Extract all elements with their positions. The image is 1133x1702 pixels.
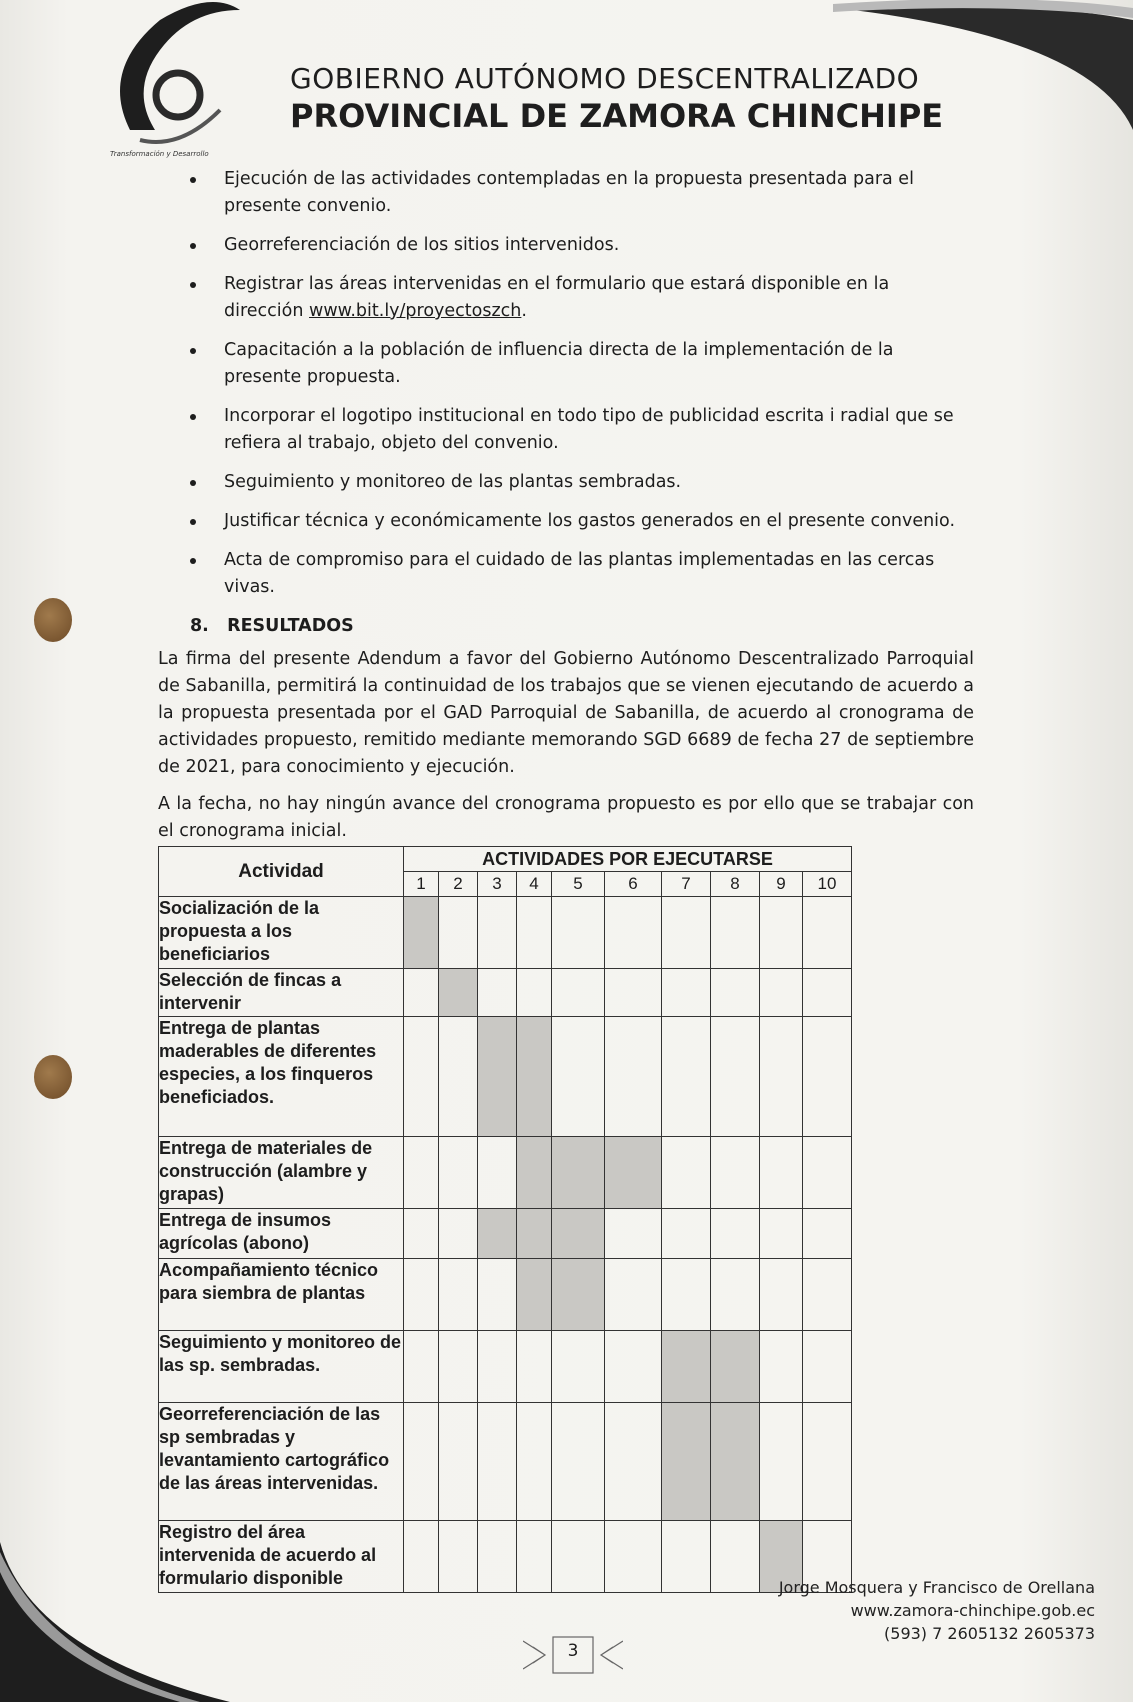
empty-period-cell: [605, 1259, 662, 1331]
table-row: [159, 1331, 852, 1403]
period-header: 10: [803, 872, 852, 897]
empty-period-cell: [404, 1259, 439, 1331]
bullet-icon: [190, 243, 196, 249]
list-item: Georreferenciación de los sitios intervenidos.: [158, 232, 974, 259]
scheduled-period-cell: [439, 969, 478, 1017]
binder-hole-icon: [34, 1055, 72, 1099]
obligations-list: [158, 166, 974, 601]
scheduled-period-cell: [517, 1017, 552, 1137]
empty-period-cell: [711, 1521, 760, 1593]
scheduled-period-cell: [552, 1209, 605, 1259]
bullet-icon: [190, 177, 196, 183]
footer-phone: (593) 7 2605132 2605373: [884, 1624, 1095, 1643]
empty-period-cell: [404, 1209, 439, 1259]
period-header: 7: [662, 872, 711, 897]
empty-period-cell: [404, 1017, 439, 1137]
empty-period-cell: [760, 1137, 803, 1209]
empty-period-cell: [803, 1331, 852, 1403]
table-row: [159, 1521, 852, 1593]
form-link[interactable]: www.bit.ly/proyectoszch: [309, 301, 522, 321]
period-header: 5: [552, 872, 605, 897]
empty-period-cell: [552, 1403, 605, 1521]
bullet-icon: [190, 282, 196, 288]
scheduled-period-cell: [552, 1259, 605, 1331]
empty-period-cell: [478, 1137, 517, 1209]
empty-period-cell: [552, 1521, 605, 1593]
page-number-frame: [523, 1633, 623, 1677]
empty-period-cell: [760, 1259, 803, 1331]
scheduled-period-cell: [711, 1331, 760, 1403]
empty-period-cell: [517, 1331, 552, 1403]
table-row: [159, 969, 852, 1017]
page-header: [290, 62, 943, 135]
empty-period-cell: [517, 1521, 552, 1593]
activity-cell: Registro del área intervenida de acuerdo al formulario disponible: [159, 1521, 404, 1593]
empty-period-cell: [760, 1017, 803, 1137]
empty-period-cell: [605, 1403, 662, 1521]
empty-period-cell: [439, 1017, 478, 1137]
scheduled-period-cell: [552, 1137, 605, 1209]
table-row: [159, 897, 852, 969]
header-line-2: PROVINCIAL DE ZAMORA CHINCHIPE: [290, 97, 944, 135]
empty-period-cell: [662, 969, 711, 1017]
empty-period-cell: [803, 1137, 852, 1209]
empty-period-cell: [439, 1331, 478, 1403]
list-item: Ejecución de las actividades contempladas en la propuesta presentada para el presente convenio.: [158, 166, 974, 220]
empty-period-cell: [478, 1331, 517, 1403]
section-title: 8. RESULTADOS: [190, 616, 354, 636]
bullet-icon: [190, 519, 196, 525]
activity-cell: Georreferenciación de las sp sembradas y levantamiento cartográfico de las áreas intervenidas.: [159, 1403, 404, 1521]
empty-period-cell: [662, 897, 711, 969]
empty-period-cell: [711, 969, 760, 1017]
activity-cell: Socialización de la propuesta a los beneficiarios: [159, 897, 404, 969]
table-row: [159, 1403, 852, 1521]
empty-period-cell: [605, 1331, 662, 1403]
page-number: 3: [567, 1641, 579, 1661]
scheduled-period-cell: [517, 1209, 552, 1259]
empty-period-cell: [605, 897, 662, 969]
empty-period-cell: [711, 897, 760, 969]
bullet-icon: [190, 348, 196, 354]
table-row: [159, 1259, 852, 1331]
schedule-group-header: ACTIVIDADES POR EJECUTARSE: [404, 847, 852, 872]
empty-period-cell: [517, 969, 552, 1017]
empty-period-cell: [552, 897, 605, 969]
empty-period-cell: [605, 1017, 662, 1137]
scheduled-period-cell: [662, 1331, 711, 1403]
empty-period-cell: [517, 897, 552, 969]
binder-hole-icon: [34, 598, 72, 642]
activity-cell: Entrega de insumos agrícolas (abono): [159, 1209, 404, 1259]
activity-cell: Seguimiento y monitoreo de las sp. sembradas.: [159, 1331, 404, 1403]
empty-period-cell: [478, 1259, 517, 1331]
document-body: [158, 166, 974, 855]
empty-period-cell: [439, 1521, 478, 1593]
empty-period-cell: [478, 1521, 517, 1593]
period-header: 2: [439, 872, 478, 897]
empty-period-cell: [760, 897, 803, 969]
paragraph: La firma del presente Adendum a favor del Gobierno Autónomo Descentralizado Parroquial de Sabanilla, permitirá la continuidad de los trabajos que se vienen ejecutando de acuerdo a la propuesta presentada por el GAD Parroquial de Sabanilla, de acuerdo al cronograma de actividades propuesto, remitido mediante memorando SGD 6689 de fecha 27 de septiembre de 2021, para conocimiento y ejecución.: [158, 649, 974, 777]
footer-address: Jorge Mosquera y Francisco de Orellana: [778, 1578, 1095, 1597]
empty-period-cell: [439, 1137, 478, 1209]
empty-period-cell: [439, 1209, 478, 1259]
empty-period-cell: [478, 897, 517, 969]
empty-period-cell: [803, 1259, 852, 1331]
list-item: Registrar las áreas intervenidas en el formulario que estará disponible en la dirección www.bit.ly/proyectoszch.: [158, 271, 974, 325]
list-item: Acta de compromiso para el cuidado de las plantas implementadas en las cercas vivas.: [158, 547, 974, 601]
empty-period-cell: [662, 1259, 711, 1331]
logo-caption: Transformación y Desarrollo: [110, 150, 209, 158]
bullet-icon: [190, 558, 196, 564]
bullet-icon: [190, 414, 196, 420]
empty-period-cell: [760, 1403, 803, 1521]
empty-period-cell: [760, 1331, 803, 1403]
empty-period-cell: [803, 1209, 852, 1259]
activity-column-header: Actividad: [159, 847, 404, 897]
empty-period-cell: [439, 1403, 478, 1521]
scheduled-period-cell: [404, 897, 439, 969]
page-footer: [779, 1576, 1095, 1645]
scheduled-period-cell: [517, 1137, 552, 1209]
activity-cell: Entrega de materiales de construcción (alambre y grapas): [159, 1137, 404, 1209]
list-item: Seguimiento y monitoreo de las plantas sembradas.: [158, 469, 974, 496]
empty-period-cell: [605, 969, 662, 1017]
empty-period-cell: [439, 1259, 478, 1331]
empty-period-cell: [552, 969, 605, 1017]
period-header: 1: [404, 872, 439, 897]
header-line-1: GOBIERNO AUTÓNOMO DESCENTRALIZADO: [290, 62, 920, 95]
period-header: 3: [478, 872, 517, 897]
empty-period-cell: [803, 1403, 852, 1521]
empty-period-cell: [517, 1403, 552, 1521]
empty-period-cell: [404, 1521, 439, 1593]
empty-period-cell: [760, 969, 803, 1017]
empty-period-cell: [662, 1521, 711, 1593]
empty-period-cell: [711, 1017, 760, 1137]
empty-period-cell: [662, 1209, 711, 1259]
empty-period-cell: [760, 1209, 803, 1259]
table-row: [159, 1137, 852, 1209]
list-item: Justificar técnica y económicamente los gastos generados en el presente convenio.: [158, 508, 974, 535]
empty-period-cell: [803, 969, 852, 1017]
empty-period-cell: [605, 1209, 662, 1259]
activity-cell: Acompañamiento técnico para siembra de plantas: [159, 1259, 404, 1331]
activity-cell: Selección de fincas a intervenir: [159, 969, 404, 1017]
schedule-table: [158, 846, 852, 1593]
table-row: [159, 1209, 852, 1259]
empty-period-cell: [662, 1017, 711, 1137]
scheduled-period-cell: [478, 1017, 517, 1137]
period-header: 6: [605, 872, 662, 897]
scheduled-period-cell: [478, 1209, 517, 1259]
scheduled-period-cell: [605, 1137, 662, 1209]
empty-period-cell: [478, 969, 517, 1017]
empty-period-cell: [711, 1137, 760, 1209]
empty-period-cell: [552, 1331, 605, 1403]
empty-period-cell: [803, 897, 852, 969]
paragraph: A la fecha, no hay ningún avance del cronograma propuesto es por ello que se trabajar con el cronograma inicial.: [158, 794, 974, 841]
empty-period-cell: [404, 1403, 439, 1521]
scheduled-period-cell: [662, 1403, 711, 1521]
empty-period-cell: [711, 1209, 760, 1259]
logo-icon: [100, 0, 240, 150]
empty-period-cell: [404, 1137, 439, 1209]
bullet-icon: [190, 480, 196, 486]
empty-period-cell: [404, 969, 439, 1017]
scheduled-period-cell: [517, 1259, 552, 1331]
empty-period-cell: [439, 897, 478, 969]
empty-period-cell: [711, 1259, 760, 1331]
empty-period-cell: [803, 1017, 852, 1137]
list-item: Capacitación a la población de influencia directa de la implementación de la presente propuesta.: [158, 337, 974, 391]
period-header: 9: [760, 872, 803, 897]
footer-swoosh-decoration: [0, 1542, 230, 1702]
period-header: 8: [711, 872, 760, 897]
empty-period-cell: [605, 1521, 662, 1593]
activity-cell: Entrega de plantas maderables de diferentes especies, a los finqueros beneficiados.: [159, 1017, 404, 1137]
empty-period-cell: [552, 1017, 605, 1137]
table-row: [159, 1017, 852, 1137]
period-header: 4: [517, 872, 552, 897]
empty-period-cell: [404, 1331, 439, 1403]
footer-website: www.zamora-chinchipe.gob.ec: [850, 1601, 1095, 1620]
empty-period-cell: [478, 1403, 517, 1521]
scheduled-period-cell: [711, 1403, 760, 1521]
empty-period-cell: [662, 1137, 711, 1209]
list-item: Incorporar el logotipo institucional en todo tipo de publicidad escrita i radial que se refiera al trabajo, objeto del convenio.: [158, 403, 974, 457]
